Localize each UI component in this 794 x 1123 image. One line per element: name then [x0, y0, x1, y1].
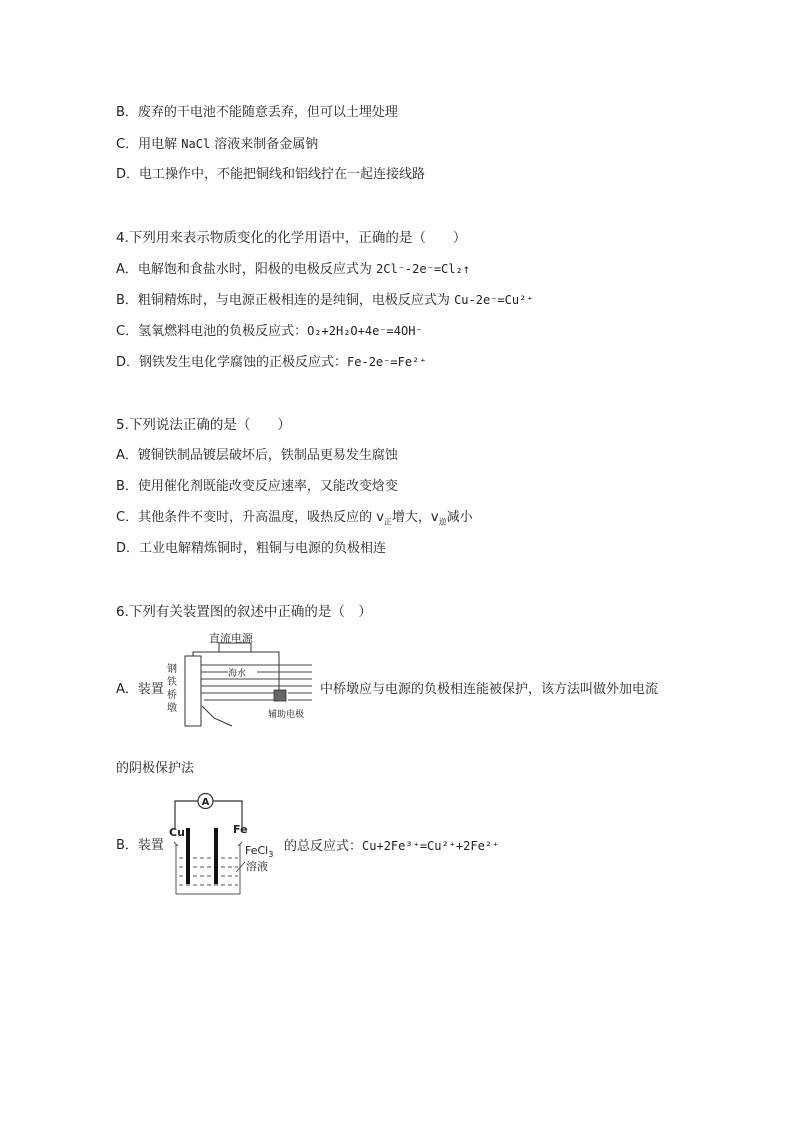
q3-option-b: B．废弃的干电池不能随意丢弃，但可以土埋处理 [116, 105, 398, 120]
cu-electrode [186, 828, 190, 884]
q6-option-a-text: 中桥墩应与电源的负极相连能被保护，该方法叫做外加电流 [320, 682, 659, 697]
wire-right [248, 652, 279, 695]
aux-electrode-label: 辅助电极 [268, 710, 305, 720]
solution-label-1: FeCl$_3$ [245, 844, 274, 859]
q5-option-d: D．工业电解精炼铜时，粗铜与电源的负极相连 [116, 541, 387, 556]
seawater-label: 海水 [228, 669, 247, 679]
seabed-line [202, 706, 232, 726]
q6-title: 6.下列有关装置图的叙述中正确的是（ ） [116, 604, 372, 620]
auxiliary-electrode [274, 690, 286, 701]
q4-option-d: D．钢铁发生电化学腐蚀的正极反应式：Fe-2e⁻=Fe²⁺ [116, 355, 427, 370]
q4-option-c: C．氢氧燃料电池的负极反应式：O₂+2H₂O+4e⁻=4OH⁻ [116, 324, 423, 339]
bridge-pier [185, 656, 201, 726]
q3-option-c: C．用电解 NaCl 溶液来制备金属钠 [116, 137, 319, 152]
cu-label: Cu [169, 826, 185, 839]
solution-label-2: 溶液 [246, 860, 268, 873]
q6-option-a-label: A．装置 [116, 682, 164, 697]
figure-a-bridge-pier [162, 632, 318, 728]
seawater-lines [201, 665, 312, 700]
q6-option-b-label: B．装置 [116, 838, 164, 853]
beaker [174, 842, 242, 894]
q5-option-c: C．其他条件不变时，升高温度，吸热反应的 $v_正$增大，$v_逆$减小 [116, 510, 473, 527]
pier-label-3: 桥 [167, 690, 177, 701]
figure-b-galvanic-cell [166, 790, 284, 900]
q5-option-a: A．镀铜铁制品镀层破坏后，铁制品更易发生腐蚀 [116, 448, 398, 463]
pier-label-2: 铁 [167, 677, 177, 688]
ammeter-label: A [201, 797, 210, 808]
fe-electrode [214, 828, 218, 884]
pier-label-4: 墩 [167, 703, 177, 714]
q6-option-b-text: 的总反应式：Cu+2Fe³⁺=Cu²⁺+2Fe²⁺ [284, 839, 500, 854]
q3-option-d: D．电工操作中，不能把铜线和铝线拧在一起连接线路 [116, 167, 426, 182]
pier-label-1: 钢 [167, 664, 177, 675]
q5-title: 5.下列说法正确的是（ ） [116, 417, 291, 433]
q4-option-b: B．粗铜精炼时，与电源正极相连的是纯铜，电极反应式为 Cu-2e⁻=Cu²⁺ [116, 293, 534, 308]
q5-option-b: B．使用催化剂既能改变反应速率，又能改变焓变 [116, 479, 398, 494]
q6-option-a-continued: 的阴极保护法 [116, 761, 195, 776]
fe-label: Fe [233, 823, 248, 836]
wire-left [175, 801, 198, 828]
power-label: 直流电源 [209, 632, 253, 645]
q4-option-a: A．电解饱和食盐水时，阳极的电极反应式为 2Cl⁻-2e⁻=Cl₂↑ [116, 262, 470, 277]
q4-title: 4.下列用来表示物质变化的化学用语中，正确的是（ ） [116, 230, 467, 246]
